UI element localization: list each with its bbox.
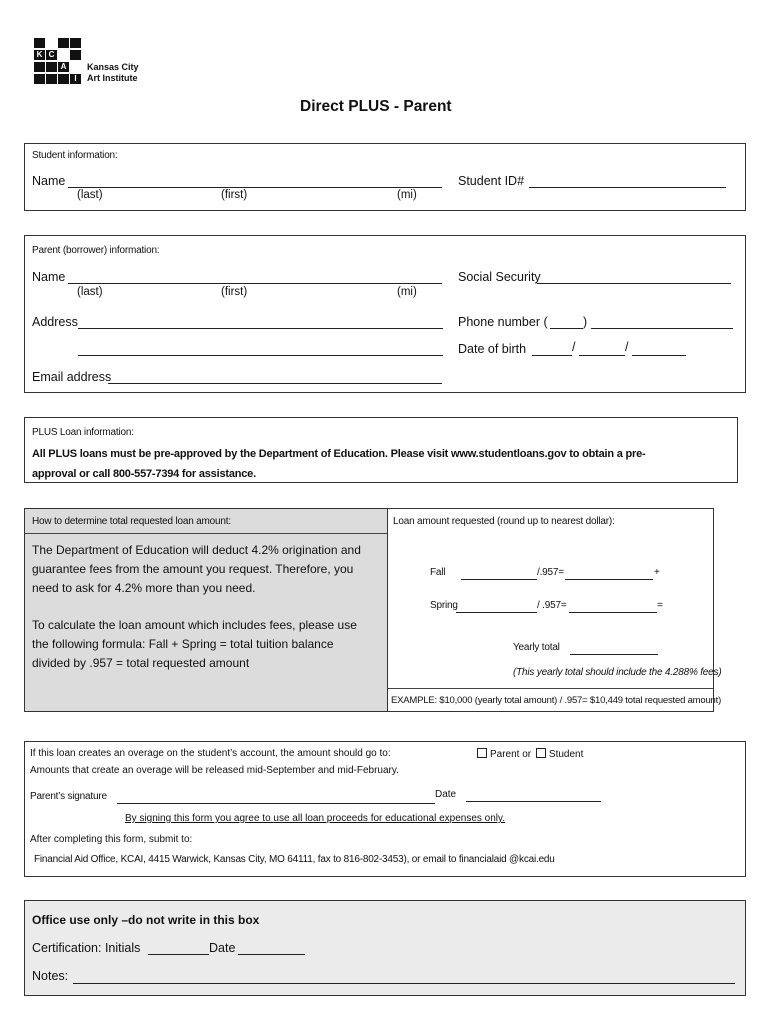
logo-square [70,38,81,48]
certification-initials-label: Certification: Initials [32,941,141,955]
logo-letter-c: C [46,50,57,60]
student-id-field[interactable] [529,187,726,188]
email-field[interactable] [108,383,442,384]
calc-right-heading: Loan amount requested (round up to nearest dollar): [393,516,615,527]
logo-square [34,62,45,72]
plus-preapproval-line1: All PLUS loans must be pre-approved by the Department of Education. Please visit www.studentloans.gov to obtain a pre- [32,448,646,460]
overage-options [477,748,583,760]
logo-square [58,74,69,84]
spring-divisor: / .957= [537,600,567,611]
student-name-label: Name [32,174,66,188]
logo-letter-i: I [70,74,81,84]
logo-name-line1: Kansas City [87,62,139,72]
student-info-section [24,143,746,211]
logo-square [34,38,45,48]
fall-amount-field[interactable] [461,579,537,580]
calc-instructions-panel [25,509,388,711]
agreement-text: By signing this form you agree to use all loan proceeds for educational expenses only. [125,813,506,824]
ssn-field[interactable] [537,283,731,284]
dob-month-field[interactable] [532,355,572,356]
yearly-total-field[interactable] [570,654,658,655]
plus-preapproval-line2: approval or call 800-557-7394 for assistance. [32,468,256,480]
example-text: EXAMPLE: $10,000 (yearly total amount) / .957= $10,449 total requested amount) [391,695,722,706]
logo-square [46,62,57,72]
fall-result-field[interactable] [565,579,653,580]
calc-text-p2-line1: To calculate the loan amount which includes fees, please use [32,618,357,632]
dob-year-field[interactable] [632,355,686,356]
ssn-label: Social Security [458,270,541,284]
signature-date-field[interactable] [466,801,601,802]
signature-label: Parent’s signature [30,791,107,802]
logo-square [34,74,45,84]
dob-day-field[interactable] [579,355,625,356]
spring-amount-field[interactable] [456,612,537,613]
kcai-logo [34,38,164,88]
page-title: Direct PLUS - Parent [300,98,452,115]
student-checkbox[interactable] [536,748,546,758]
signature-field[interactable] [117,803,435,804]
phone-area-code-field[interactable] [550,328,583,329]
office-use-section [24,900,746,996]
office-heading: Office use only –do not write in this box [32,913,260,927]
parent-name-label: Name [32,270,66,284]
fall-divisor: /.957= [537,567,564,578]
logo-letter-k: K [34,50,45,60]
dob-label: Date of birth [458,342,527,356]
release-note: Amounts that create an overage will be released mid-September and mid-February. [30,765,399,776]
overage-question: If this loan creates an overage on the student’s account, the amount should go to: [30,748,391,759]
student-id-label: Student ID# [458,174,525,188]
student-name-field[interactable] [68,187,442,188]
submit-address: Financial Aid Office, KCAI, 4415 Warwick, Kansas City, MO 64111, fax to 816-802-3453), or email to financialaid @kcai.edu [34,854,555,865]
yearly-total-note: (This yearly total should include the 4.288% fees) [513,667,722,678]
dob-separator: / [625,340,629,354]
logo-square [70,50,81,60]
parent-info-section [24,235,746,393]
spring-label: Spring [430,600,458,611]
calc-text-p1-line2: guarantee fees from the amount you request. Therefore, you [32,562,354,576]
student-first-caption: (first) [221,189,248,201]
phone-close-paren: ) [583,315,588,329]
plus-sign: + [654,567,660,578]
parent-name-field[interactable] [68,283,442,284]
certification-date-field[interactable] [238,954,305,955]
example-divider [387,688,713,689]
equals-sign: = [657,600,663,611]
phone-label: Phone number ( [458,315,548,329]
student-mi-caption: (mi) [397,189,417,201]
certification-initials-field[interactable] [148,954,209,955]
calc-text-p2-line3: divided by .957 = total requested amount [32,656,250,670]
dob-separator: / [572,340,576,354]
calc-heading-divider [25,533,387,534]
plus-loan-info-section [24,417,738,483]
calc-text-p1-line3: need to ask for 4.2% more than you need. [32,581,256,595]
phone-number-field[interactable] [591,328,733,329]
signature-date-label: Date [435,789,457,800]
student-heading: Student information: [32,150,118,161]
parent-checkbox[interactable] [477,748,487,758]
overage-signature-section [24,741,746,877]
student-option-label: Student [548,749,584,760]
calc-text-p1-line1: The Department of Education will deduct 4.2% origination and [32,543,361,557]
notes-label: Notes: [32,969,69,983]
address-label: Address [32,315,78,329]
submit-instructions: After completing this form, submit to: [30,834,193,845]
fall-label: Fall [430,567,446,578]
calc-text-p2-line2: the following formula: Fall + Spring = total tuition balance [32,637,334,651]
student-last-caption: (last) [77,189,103,201]
logo-name-line2: Art Institute [87,73,138,83]
certification-date-label: Date [209,941,236,955]
parent-first-caption: (first) [221,286,248,298]
yearly-total-label: Yearly total [513,642,560,653]
logo-square [58,38,69,48]
logo-square [46,74,57,84]
logo-letter-a: A [58,62,69,72]
parent-last-caption: (last) [77,286,103,298]
loan-calculation-section [24,508,722,712]
calc-left-heading: How to determine total requested loan amount: [32,516,231,527]
parent-option-label: Parent or [490,749,532,760]
notes-field[interactable] [73,983,735,984]
address-field-line1[interactable] [78,328,443,329]
email-label: Email address [32,370,112,384]
parent-mi-caption: (mi) [397,286,417,298]
spring-result-field[interactable] [569,612,657,613]
address-field-line2[interactable] [78,355,443,356]
plus-heading: PLUS Loan information: [32,427,134,438]
parent-heading: Parent (borrower) information: [32,245,160,256]
